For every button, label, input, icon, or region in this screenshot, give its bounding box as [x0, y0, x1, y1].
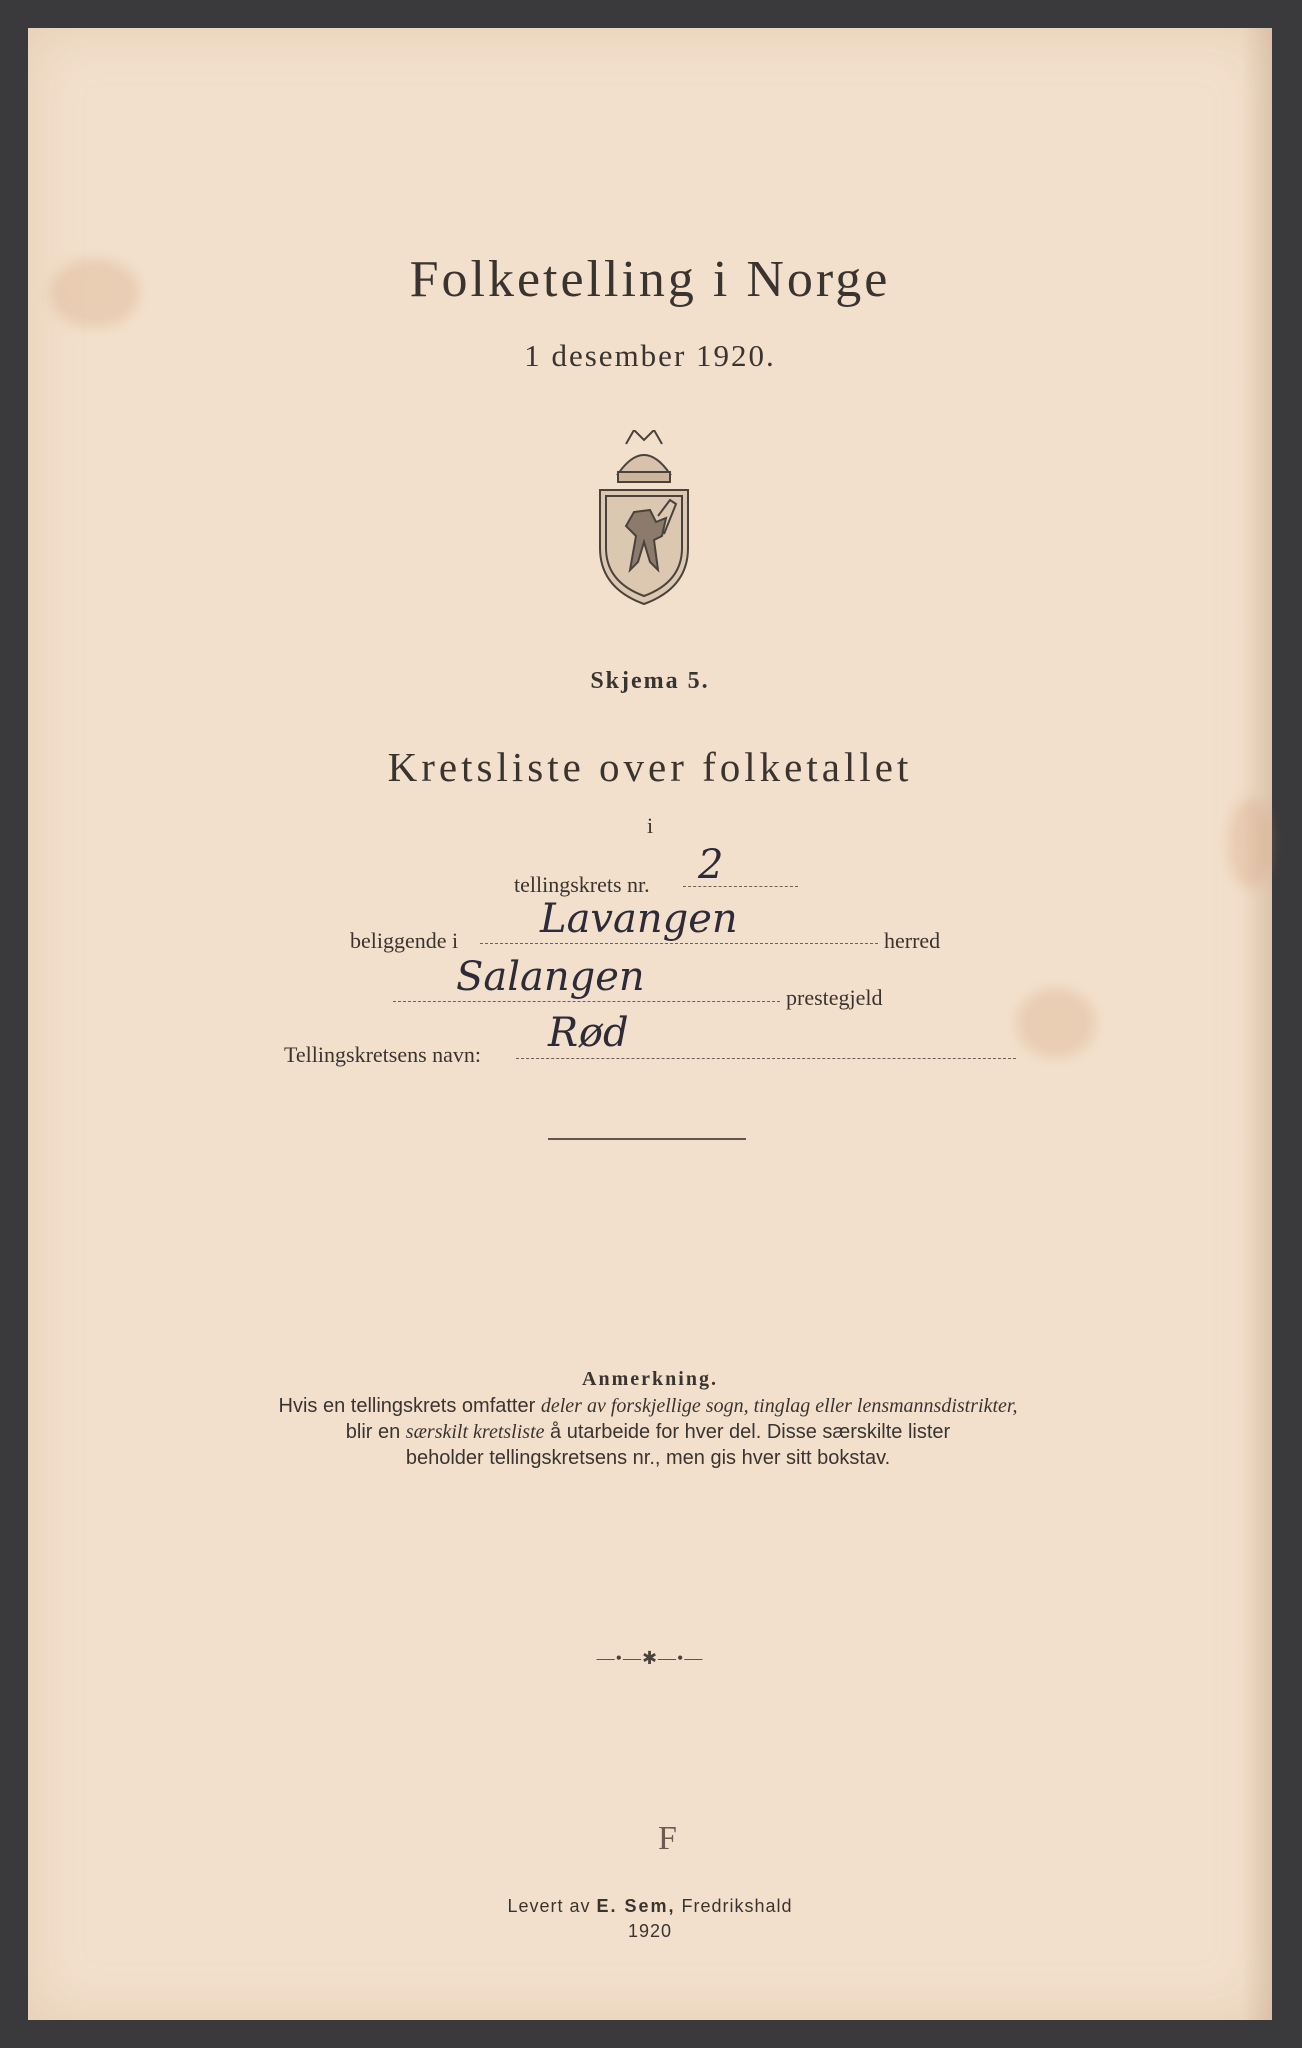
printer-prefix: Levert av — [507, 1896, 597, 1916]
navn-value: Rød — [548, 1010, 629, 1056]
coat-of-arms-icon — [596, 430, 692, 606]
beliggende-label: beliggende i — [350, 928, 459, 953]
pencil-mark: F — [658, 1820, 677, 1857]
printer-year: 1920 — [627, 1921, 673, 1941]
note-line-2-text: blir en — [345, 1421, 406, 1443]
ornament-divider: —•—✱—•— — [596, 1648, 704, 1668]
list-heading: Kretsliste over folketallet — [387, 744, 913, 790]
note-line-2-tail: å utarbeide for hver del. Disse særskilte lister — [544, 1421, 951, 1443]
prestegjeld-label: prestegjeld — [786, 985, 883, 1010]
note-title: Anmerkning. — [582, 1368, 718, 1390]
section-divider — [548, 1138, 746, 1140]
herred-label: herred — [884, 928, 941, 953]
krets-value: 2 — [698, 842, 724, 888]
note-line-1-text: Hvis en tellingskrets omfatter — [278, 1395, 541, 1417]
form-title: Folketelling i Norge — [409, 251, 891, 308]
note-line-3: beholder tellingskretsens nr., men gis hver sitt bokstav. — [405, 1447, 891, 1469]
beliggende-value: Lavangen — [540, 896, 738, 942]
schema-number: Skjema 5. — [590, 668, 710, 694]
printer-name: E. Sem, — [596, 1896, 676, 1916]
navn-field-line — [516, 1058, 1016, 1059]
navn-label: Tellingskretsens navn: — [284, 1042, 482, 1067]
form-date: 1 desember 1920. — [524, 338, 776, 373]
prestegjeld-value: Salangen — [456, 954, 645, 1000]
paper-stain — [1016, 988, 1096, 1058]
printer-city: Fredrikshald — [675, 1896, 793, 1916]
note-line-1-italic: deler av forskjellige sogn, tinglag eller lensmannsdistrikter, — [540, 1395, 1018, 1417]
beliggende-field-line — [480, 943, 878, 944]
paper-stain — [1228, 798, 1273, 888]
note-line-2-italic: særskilt kretsliste — [405, 1421, 545, 1443]
note-line-2 — [208, 1419, 1088, 1445]
note-line-1 — [208, 1393, 1088, 1419]
page-edge-shade — [1242, 28, 1272, 2020]
prestegjeld-field-line — [393, 1001, 780, 1002]
krets-label: tellingskrets nr. — [514, 872, 650, 897]
census-form-page — [28, 28, 1272, 2020]
heading-conjunction: i — [646, 813, 654, 838]
printer-credit — [28, 1896, 1272, 1917]
